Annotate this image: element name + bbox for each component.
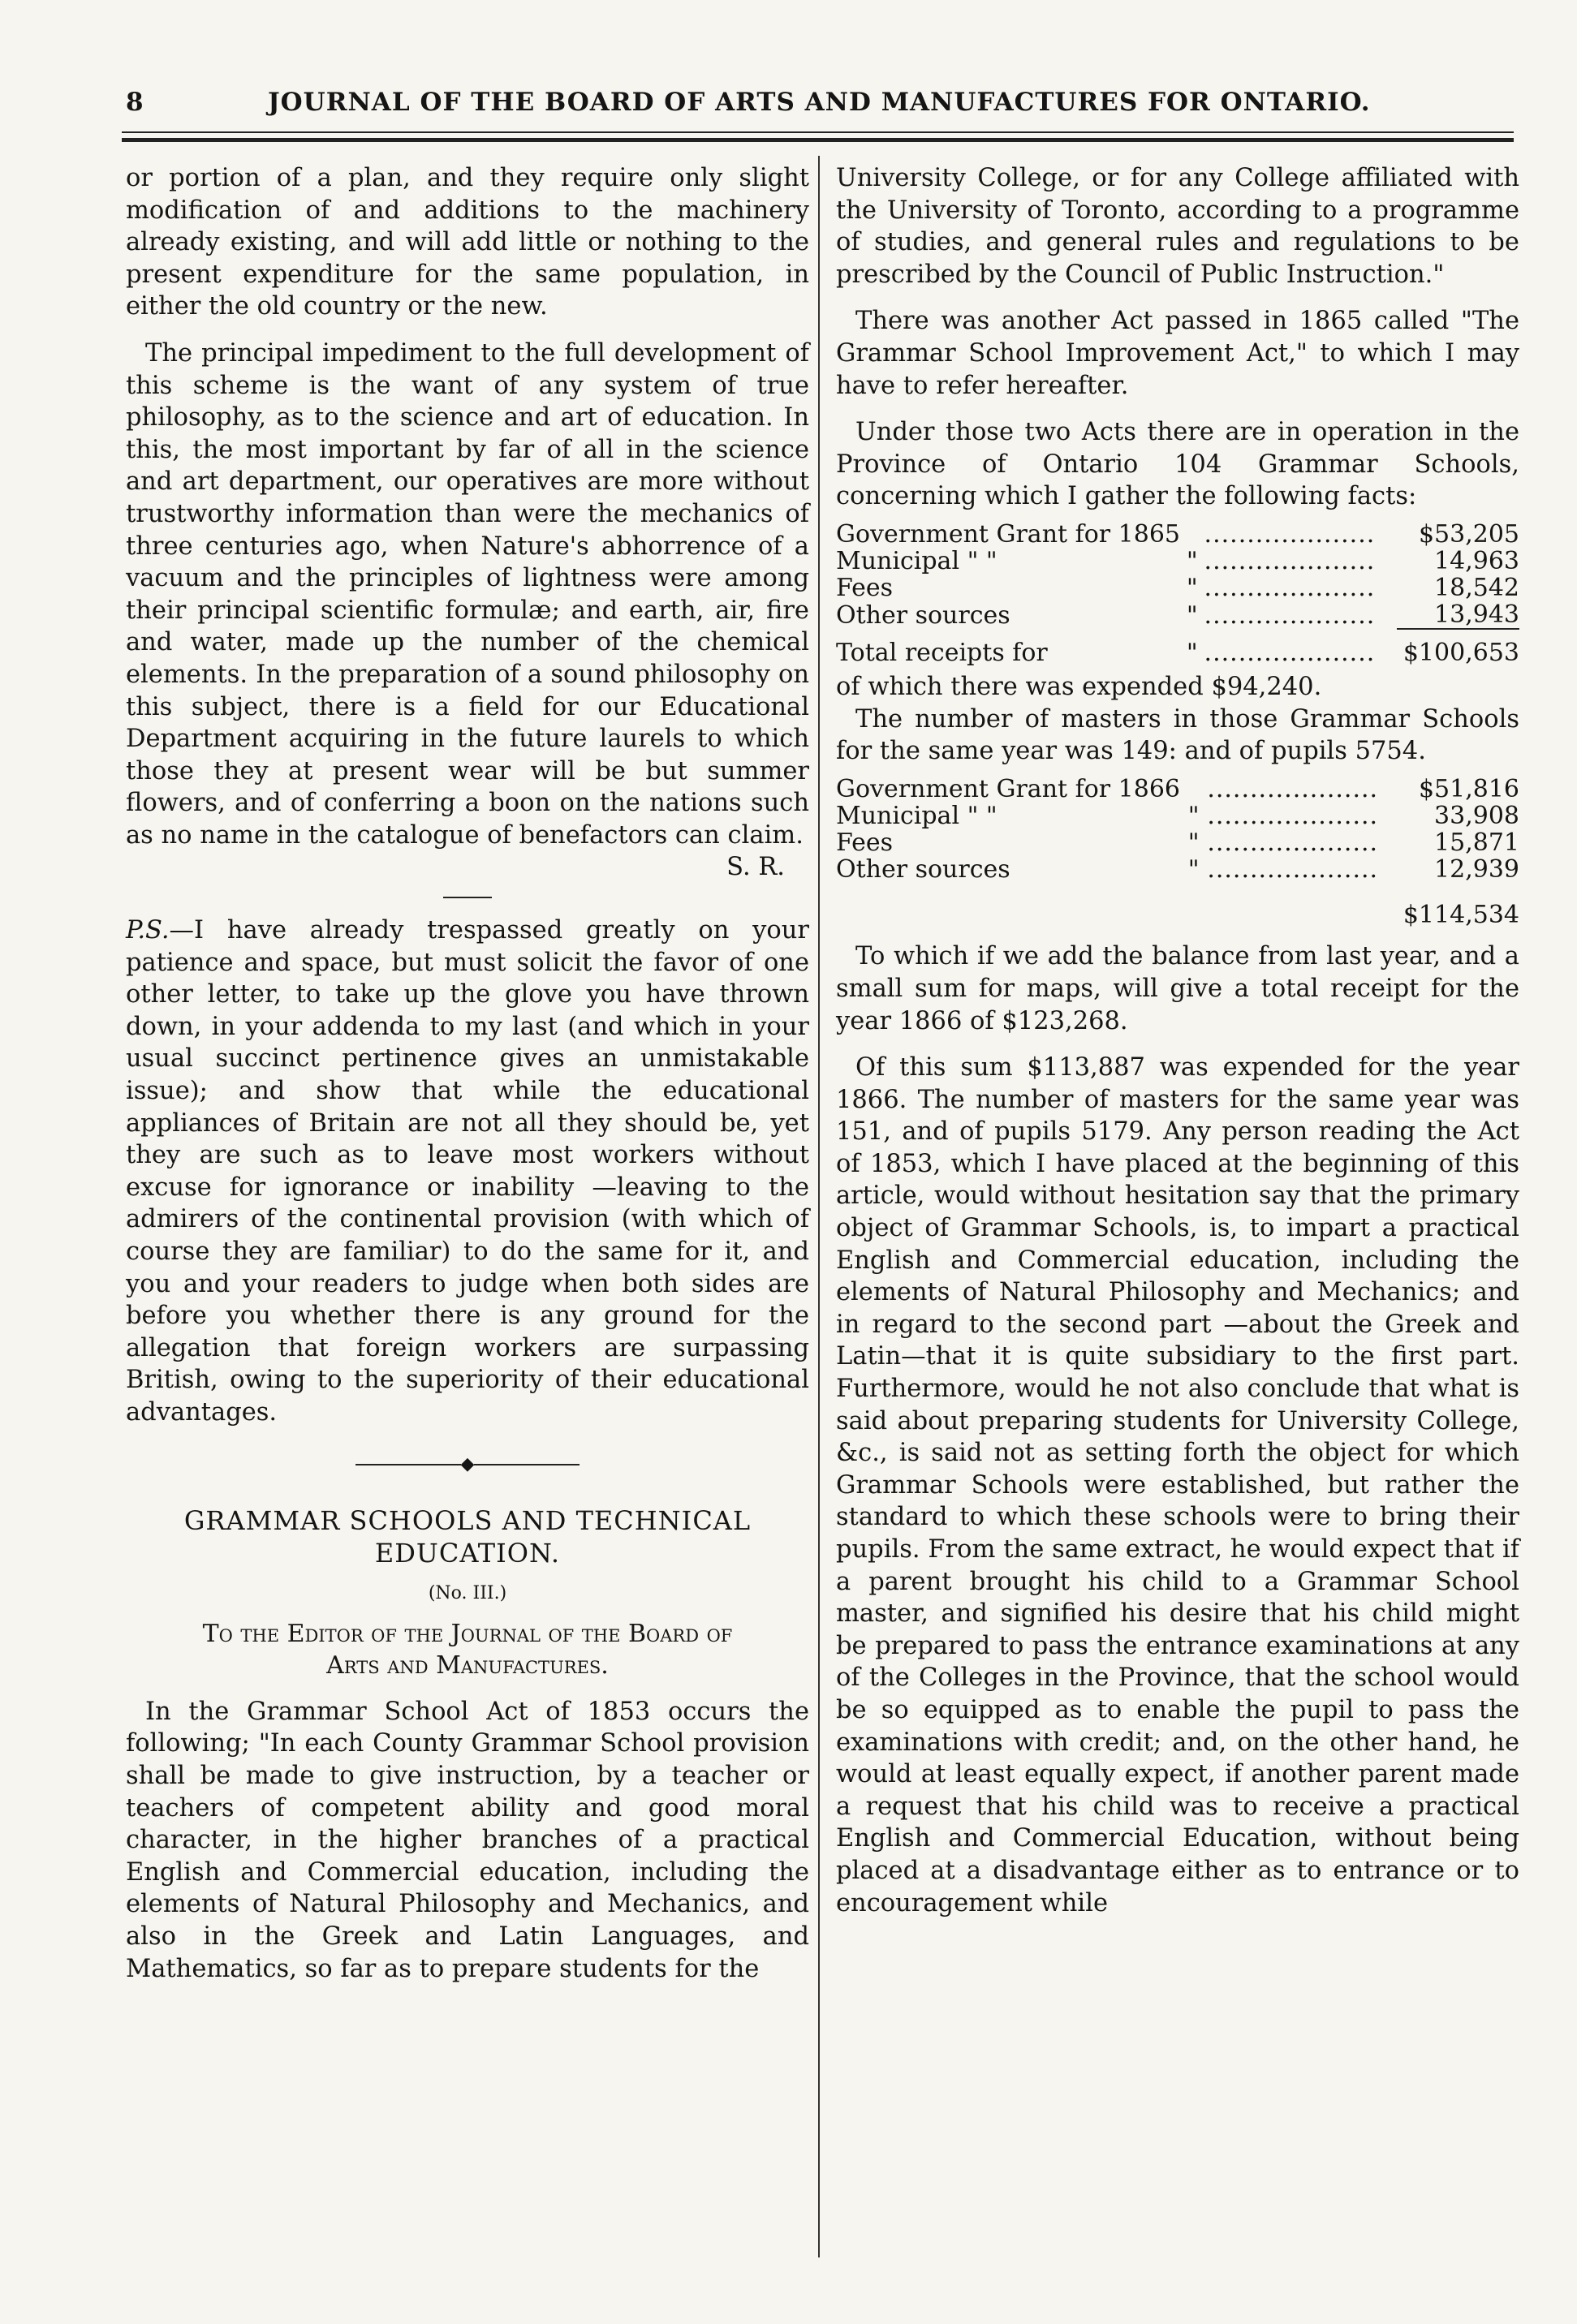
signature-line bbox=[126, 851, 809, 884]
paragraph: University College, or for any College affiliated with the University of Toronto, according to a programme of studies, and general rules and regulations to be prescribed by the Council of Public Instruction." bbox=[836, 164, 1519, 289]
paragraph: Of this sum $113,887 was expended for the year 1866. The number of masters for the same year was 151, and of pupils 5179. Any person reading the Act of 1853, which I have placed at the beginning of this article, would without hesitation say that the primary object of Grammar Schools, is, to impart a practical English and Commercial education, including the elements of Natural Philosophy and Mechanics; and in regard to the second part —about the Greek and Latin—that it is quite subsidiary to the first part. Furthermore, would he not also conclude that what is said about preparing students for University College, &c., is said not as setting forth the object for which Grammar Schools were established, but rather the standard to which these schools were to bring their pupils. From the same extract, he would expect that if a parent brought his child to a Grammar School master, and signified his desire that his child might be prepared to pass the entrance examinations at any of the Colleges in the Province, that the school would be so equipped as to enable the pupil to pass the examinations with credit; and, on the other hand, he would at least equally expect, if another parent made a request that his child was to receive a practical English and Commercial Education, without being placed at a disadvantage either as to entrance or to encouragement while bbox=[836, 1053, 1519, 1917]
editor-address: To the Editor of the Journal of the Board of Arts and Manufactures. bbox=[202, 1619, 733, 1680]
article-title: GRAMMAR SCHOOLS AND TECHNICAL EDUCATION. bbox=[183, 1505, 752, 1569]
column-separator bbox=[818, 156, 820, 2257]
article-number: (No. III.) bbox=[428, 1583, 507, 1604]
table-row: Government Grant for 1865 .................... $53,205 bbox=[836, 519, 1519, 549]
table-row: Government Grant for 1866 .................... $51,816 bbox=[836, 774, 1519, 803]
table-row: Fees " .................... 18,542 bbox=[836, 573, 1519, 602]
paragraph: In the Grammar School Act of 1853 occurs the following; "In each County Grammar School provision shall be made to give instruction, by a teacher or teachers of competent ability and good moral character, in the higher branches of a practical English and Commercial education, including the elements of Natural Philosophy and Mechanics, and also in the Greek and Latin Languages, and Mathematics, so far as to prepare students for the bbox=[126, 1697, 809, 1983]
postscript-text: —I have already trespassed greatly on your patience and space, but must solicit the favor of one other letter, to take up the glove you have thrown down, in your addenda to my last (and which in your usual succinct pertinence gives an unmistakable issue); and show that while the educational appliances of Britain are not all they should be, yet they are such as to leave most workers without excuse for ignorance or inability —leaving to the admirers of the continental provision (with which of course they are familiar) to do the same for it, and you and your readers to judge when both sides are before you whether there is any ground for the allegation that foreign workers are surpassing British, owing to the superiority of their educational advantages. bbox=[126, 916, 809, 1427]
header-rule-thin bbox=[122, 131, 1514, 133]
paragraph: There was another Act passed in 1865 called "The Grammar School Improvement Act," to which I may have to refer hereafter. bbox=[836, 307, 1519, 400]
table-row: Other sources " .................... 13,943 bbox=[836, 600, 1519, 630]
table-row: Other sources " .................... 12,939 bbox=[836, 854, 1519, 884]
paragraph: To which if we add the balance from last year, and a small sum for maps, will give a total receipt for the year 1866 of $123,268. bbox=[836, 942, 1519, 1035]
journal-title: JOURNAL OF THE BOARD OF ARTS AND MANUFACTURES FOR ONTARIO. bbox=[268, 88, 1371, 117]
paragraph: of which there was expended $94,240. bbox=[836, 672, 1322, 701]
paragraph: or portion of a plan, and they require only slight modification of and additions to the machinery already existing, and will add little or nothing to the present expenditure for the same population, in either the old country or the new. bbox=[126, 164, 809, 321]
paragraph: Under those two Acts there are in operation in the Province of Ontario 104 Grammar Schools, concerning which I gather the following facts: bbox=[836, 418, 1519, 511]
postscript-label: P.S. bbox=[126, 916, 170, 945]
header-rule-thick bbox=[122, 138, 1514, 142]
page-number: 8 bbox=[126, 88, 144, 117]
table-row: Fees " .................... 15,871 bbox=[836, 828, 1519, 857]
left-column bbox=[126, 162, 809, 1985]
ornamental-divider: ◆ bbox=[126, 1448, 809, 1481]
paragraph: The number of masters in those Grammar Schools for the same year was 149: and of pupils 5754. bbox=[836, 704, 1519, 766]
postscript bbox=[126, 915, 809, 1429]
table-row: Municipal " " " .................... 14,963 bbox=[836, 546, 1519, 575]
section-divider bbox=[443, 897, 492, 898]
receipts-table-1866 bbox=[836, 776, 1519, 883]
signature: S. R. bbox=[726, 853, 785, 882]
total-1866: $114,534 bbox=[1402, 900, 1519, 929]
receipts-table-1865 bbox=[836, 521, 1519, 666]
right-column bbox=[836, 162, 1519, 1919]
table-total-row: Total receipts for " .................... $100,653 bbox=[836, 638, 1519, 667]
table-row: Municipal " " " .................... 33,908 bbox=[836, 801, 1519, 830]
paragraph: The principal impediment to the full development of this scheme is the want of any system of true philosophy, as to the science and art of education. In this, the most important by far of all in the science and art department, our operatives are more without trustworthy information than were the mechanics of three centuries ago, when Nature's abhorrence of a vacuum and the principles of lightness were among their principal scientific formulæ; and earth, air, fire and water, made up the number of the chemical elements. In the preparation of a sound philosophy on this subject, there is a field for our Educational Department acquiring in the future laurels to which those they at present wear will be but summer flowers, and of conferring a boon on the nations such as no name in the catalogue of benefactors can claim. bbox=[126, 338, 809, 850]
